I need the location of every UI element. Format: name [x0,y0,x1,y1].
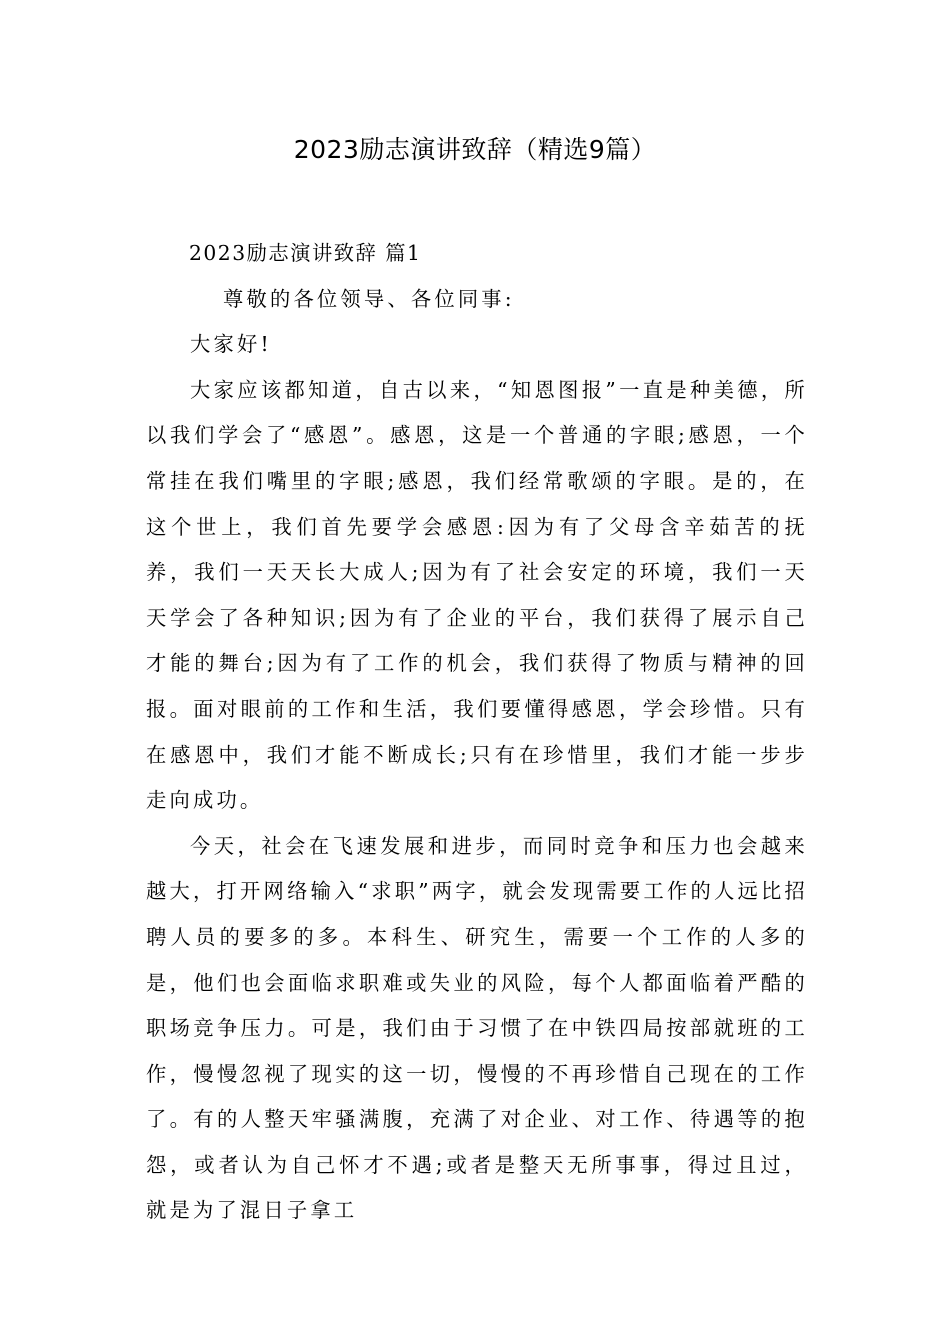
document-title: 2023励志演讲致辞（精选9篇） [293,135,657,164]
document-body [146,231,808,1234]
section-heading: 2023励志演讲致辞 篇1 [189,241,422,265]
paragraph: 大家应该都知道，自古以来，“知恩图报”一直是种美德，所以我们学会了“感恩”。感恩，这是一个普通的字眼;感恩，一个常挂在我们嘴里的字眼;感恩，我们经常歌颂的字眼。是的，在这个世上，我们首先要学会感恩:因为有了父母含辛茹苦的抚养，我们一天天长大成人;因为有了社会安定的环境，我们一天天学会了各种知识;因为有了企业的平台，我们获得了展示自己才能的舞台;因为有了工作的机会，我们获得了物质与精神的回报。面对眼前的工作和生活，我们要懂得感恩，学会珍惜。只有在感恩中，我们才能不断成长;只有在珍惜里，我们才能一步步走向成功。 [146,377,808,813]
salutation: 尊敬的各位领导、各位同事: [223,286,515,311]
paragraph: 今天，社会在飞速发展和进步，而同时竞争和压力也会越来越大，打开网络输入“求职”两字，就会发现需要工作的人远比招聘人员的要多的多。本科生、研究生，需要一个工作的人多的是，他们也会面临求职难或失业的风险，每个人都面临着严酷的职场竞争压力。可是，我们由于习惯了在中铁四局按部就班的工作，慢慢忽视了现实的这一切，慢慢的不再珍惜自己现在的工作了。有的人整天牢骚满腹，充满了对企业、对工作、待遇等的抱怨，或者认为自己怀才不遇;或者是整天无所事事，得过且过，就是为了混日子拿工 [146,833,808,1223]
greeting: 大家好! [190,332,272,357]
